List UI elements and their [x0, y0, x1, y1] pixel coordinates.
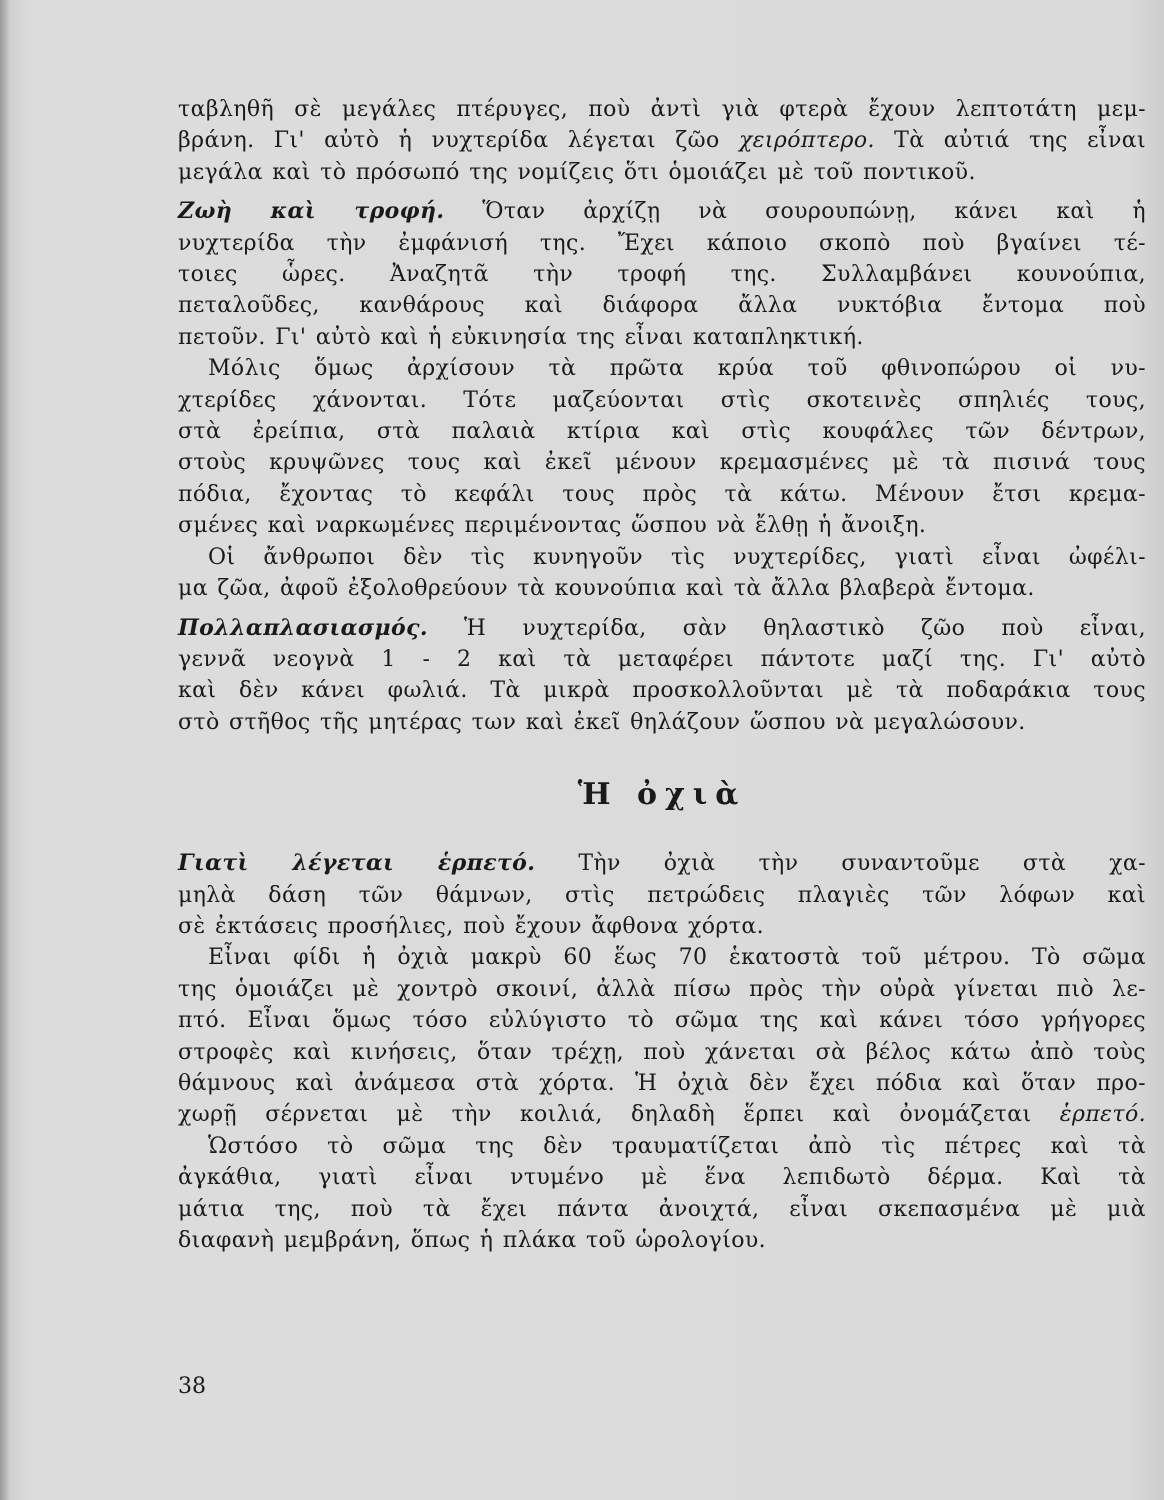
italic-term: χειρόπτερο.: [738, 128, 875, 154]
text-line: στὰ ἐρείπια, στὰ παλαιὰ κτίρια καὶ στὶς κουφάλες τῶν δέντρων,: [178, 419, 1146, 445]
body-text: [178, 94, 1146, 1256]
text-line: της ὁμοιάζει μὲ χοντρὸ σκοινί, ἀλλὰ πίσω πρὸς τὴν οὐρὰ γίνεται πιὸ λε-: [178, 976, 1146, 1002]
subheading: Πολλαπλασιασμός.: [178, 614, 428, 641]
paragraph-viper-body: [178, 942, 1146, 1130]
paragraph-reproduction: [178, 613, 1146, 739]
text-line: πετοῦν. Γι' αὐτὸ καὶ ἡ εὐκινησία της εἶναι καταπληκτική.: [178, 324, 864, 350]
text-line: νυχτερίδα τὴν ἐμφάνισή της. Ἔχει κάποιο σκοπὸ ποὺ βγαίνει τέ-: [178, 230, 1146, 256]
text-segment: χωρῇ σέρνεται μὲ τὴν κοιλιά, δηλαδὴ ἕρπει καὶ ὀνομάζεται: [178, 1102, 1060, 1128]
text-line: στροφὲς καὶ κινήσεις, ὅταν τρέχῃ, ποὺ χάνεται σὰ βέλος κάτω ἀπὸ τοὺς: [178, 1039, 1146, 1065]
text-line: καὶ δὲν κάνει φωλιά. Τὰ μικρὰ προσκολλοῦνται μὲ τὰ ποδαράκια τους: [178, 678, 1146, 704]
section-title: Ἡ ὀχιὰ: [577, 777, 747, 813]
text-line: διαφανὴ μεμβράνη, ὅπως ἡ πλάκα τοῦ ὡρολογίου.: [178, 1228, 767, 1253]
text-line: μηλὰ δάση τῶν θάμνων, στὶς πετρώδεις πλαγιὲς τῶν λόφων καὶ: [178, 882, 1146, 908]
text-line: πόδια, ἔχοντας τὸ κεφάλι τους πρὸς τὰ κάτω. Μένουν ἔτσι κρεμα-: [178, 481, 1146, 507]
paragraph-useful-animals: [178, 542, 1146, 605]
text-line: Οἱ ἄνθρωποι δὲν τὶς κυνηγοῦν τὶς νυχτερίδες, γιατὶ εἶναι ὠφέλι-: [208, 544, 1146, 570]
text-segment: Τὰ αὐτιά της εἶναι: [874, 128, 1146, 154]
text-line: θάμνους καὶ ἀνάμεσα στὰ χόρτα. Ἡ ὀχιὰ δὲν ἔχει πόδια καὶ ὅταν προ-: [178, 1070, 1146, 1096]
paragraph-viper-skin: [178, 1131, 1146, 1257]
subheading: Ζωὴ καὶ τροφή.: [178, 198, 445, 225]
text-line: [178, 125, 1146, 156]
paragraph-hibernation: [178, 353, 1146, 541]
text-segment: βράνη. Γι' αὐτὸ ἡ νυχτερίδα λέγεται ζῶο: [178, 128, 739, 154]
italic-term: ἑρπετό.: [1059, 1102, 1146, 1128]
paragraph-bat-wings: [178, 94, 1146, 188]
text-segment: Ἡ νυχτερίδα, σὰν θηλαστικὸ ζῶο ποὺ εἶναι,: [427, 615, 1146, 641]
text-line: στοὺς κρυψῶνες τους καὶ ἐκεῖ μένουν κρεμασμένες μὲ τὰ πισινά τους: [178, 450, 1146, 476]
text-line: [178, 196, 1146, 227]
text-line: μάτια της, ποὺ τὰ ἔχει πάντα ἀνοιχτά, εἶναι σκεπασμένα μὲ μιὰ: [178, 1196, 1146, 1222]
text-line: Εἶναι φίδι ἡ ὀχιὰ μακρὺ 60 ἕως 70 ἑκατοστὰ τοῦ μέτρου. Τὸ σῶμα: [208, 945, 1146, 971]
paragraph-life-and-food: [178, 196, 1146, 353]
text-line: τοιες ὧρες. Ἀναζητᾶ τὴν τροφή της. Συλλαμβάνει κουνούπια,: [178, 262, 1146, 288]
text-segment: Τὴν ὀχιὰ τὴν συναντοῦμε στὰ χα-: [535, 851, 1146, 877]
text-line: ταβληθῆ σὲ μεγάλες πτέρυγες, ποὺ ἀντὶ γιὰ φτερὰ ἔχουν λεπτοτάτη μεμ-: [178, 97, 1146, 122]
text-line: πεταλοῦδες, κανθάρους καὶ διάφορα ἄλλα νυκτόβια ἔντομα ποὺ: [178, 293, 1146, 319]
text-line: στὸ στῆθος τῆς μητέρας των καὶ ἐκεῖ θηλάζουν ὥσπου νὰ μεγαλώσουν.: [178, 709, 1026, 735]
text-line: πτό. Εἶναι ὅμως τόσο εὐλύγιστο τὸ σῶμα της καὶ κάνει τόσο γρήγορες: [178, 1008, 1146, 1034]
text-line: [178, 1099, 1146, 1130]
text-line: σὲ ἐκτάσεις προσήλιες, ποὺ ἔχουν ἄφθονα χόρτα.: [178, 913, 764, 939]
text-line: ἀγκάθια, γιατὶ εἶναι ντυμένο μὲ ἕνα λεπιδωτὸ δέρμα. Καὶ τὰ: [178, 1165, 1146, 1191]
text-segment: Ὅταν ἀρχίζῃ νὰ σουρουπώνῃ, κάνει καὶ ἡ: [444, 199, 1147, 225]
text-line: Μόλις ὅμως ἀρχίσουν τὰ πρῶτα κρύα τοῦ φθινοπώρου οἱ νυ-: [208, 356, 1146, 382]
paragraph-why-reptile: [178, 848, 1146, 942]
text-line: μεγάλα καὶ τὸ πρόσωπό της νομίζεις ὅτι ὁμοιάζει μὲ τοῦ ποντικοῦ.: [178, 159, 976, 185]
text-line: [178, 848, 1146, 879]
text-line: γεννᾶ νεογνὰ 1 - 2 καὶ τὰ μεταφέρει πάντοτε μαζί της. Γι' αὐτὸ: [178, 646, 1146, 672]
text-line: [178, 613, 1146, 644]
page-number: 38: [178, 1374, 206, 1399]
text-line: μα ζῶα, ἀφοῦ ἐξολοθρεύουν τὰ κουνούπια καὶ τὰ ἄλλα βλαβερὰ ἔντομα.: [178, 576, 1035, 602]
text-line: σμένες καὶ ναρκωμένες περιμένοντας ὥσπου νὰ ἔλθῃ ἡ ἄνοιξη.: [178, 513, 927, 539]
subheading: Γιατὶ λέγεται ἑρπετό.: [178, 850, 536, 877]
text-line: χτερίδες χάνονται. Τότε μαζεύονται στὶς σκοτεινὲς σπηλιές τους,: [178, 387, 1146, 413]
text-line: Ὡστόσο τὸ σῶμα της δὲν τραυματίζεται ἀπὸ τὶς πέτρες καὶ τὰ: [208, 1133, 1146, 1159]
